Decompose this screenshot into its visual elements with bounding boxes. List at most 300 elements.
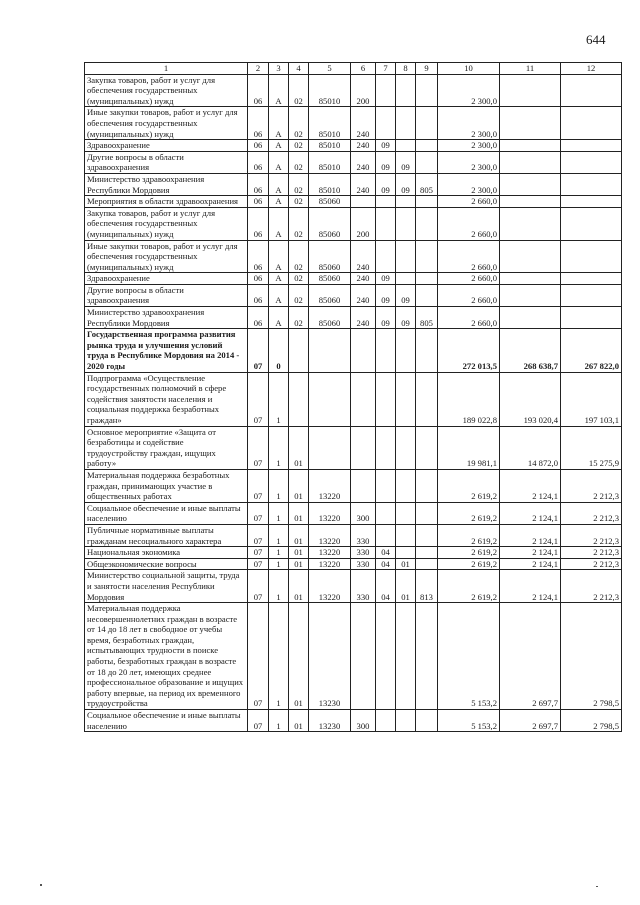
col-10-amount: 2 619,2 <box>438 469 500 502</box>
table-row <box>85 207 622 240</box>
col-8-cell: 09 <box>396 173 416 195</box>
col-10-amount: 2 660,0 <box>438 284 500 306</box>
col-3-cell: 0 <box>269 329 289 372</box>
col-7-cell <box>376 207 396 240</box>
col-11-amount <box>500 273 561 285</box>
row-name: Иные закупки товаров, работ и услуг для обеспечения государственных (муниципальных) нужд <box>85 240 248 273</box>
col-6-cell <box>351 329 376 372</box>
col-5-cell: 13220 <box>309 570 351 603</box>
col-5-cell: 85010 <box>309 107 351 140</box>
col-10-amount: 2 619,2 <box>438 547 500 559</box>
col-11-amount: 14 872,0 <box>500 426 561 469</box>
col-2-cell: 06 <box>248 207 269 240</box>
col-4-cell: 02 <box>289 240 309 273</box>
col-7-cell <box>376 196 396 208</box>
column-header-4: 4 <box>289 63 309 75</box>
col-12-amount: 2 212,3 <box>561 469 622 502</box>
col-4-cell <box>289 329 309 372</box>
col-4-cell: 01 <box>289 524 309 546</box>
col-3-cell: 1 <box>269 372 289 426</box>
col-9-cell <box>416 140 438 152</box>
col-4-cell: 01 <box>289 502 309 524</box>
col-11-amount <box>500 151 561 173</box>
col-5-cell <box>309 329 351 372</box>
col-9-cell <box>416 502 438 524</box>
table-row <box>85 372 622 426</box>
col-9-cell <box>416 329 438 372</box>
col-10-amount: 2 660,0 <box>438 240 500 273</box>
col-4-cell: 02 <box>289 140 309 152</box>
column-header-6: 6 <box>351 63 376 75</box>
col-7-cell: 09 <box>376 273 396 285</box>
col-12-amount <box>561 240 622 273</box>
col-9-cell <box>416 710 438 732</box>
col-9-cell <box>416 196 438 208</box>
col-9-cell <box>416 151 438 173</box>
col-10-amount: 2 660,0 <box>438 207 500 240</box>
col-9-cell <box>416 603 438 710</box>
col-10-amount: 5 153,2 <box>438 710 500 732</box>
col-3-cell: А <box>269 151 289 173</box>
col-7-cell: 09 <box>376 307 396 329</box>
column-header-2: 2 <box>248 63 269 75</box>
col-12-amount: 2 798,5 <box>561 603 622 710</box>
col-10-amount: 2 619,2 <box>438 502 500 524</box>
col-8-cell <box>396 329 416 372</box>
column-header-11: 11 <box>500 63 561 75</box>
col-6-cell: 240 <box>351 240 376 273</box>
col-9-cell: 805 <box>416 173 438 195</box>
col-3-cell: 1 <box>269 547 289 559</box>
col-11-amount <box>500 307 561 329</box>
table-row <box>85 502 622 524</box>
budget-table <box>84 62 622 732</box>
table-row <box>85 710 622 732</box>
col-8-cell: 09 <box>396 284 416 306</box>
col-10-amount: 2 300,0 <box>438 173 500 195</box>
col-9-cell <box>416 547 438 559</box>
col-7-cell: 09 <box>376 140 396 152</box>
column-header-7: 7 <box>376 63 396 75</box>
col-4-cell: 02 <box>289 273 309 285</box>
col-6-cell <box>351 196 376 208</box>
col-2-cell: 06 <box>248 307 269 329</box>
row-name: Социальное обеспечение и иные выплаты населению <box>85 710 248 732</box>
column-header-8: 8 <box>396 63 416 75</box>
col-12-amount <box>561 140 622 152</box>
col-3-cell: А <box>269 207 289 240</box>
col-6-cell: 240 <box>351 107 376 140</box>
col-12-amount <box>561 284 622 306</box>
row-name: Материальная поддержка безработных граждан, принимающих участие в общественных работах <box>85 469 248 502</box>
col-6-cell: 240 <box>351 284 376 306</box>
col-11-amount: 2 124,1 <box>500 547 561 559</box>
col-10-amount: 2 660,0 <box>438 307 500 329</box>
col-3-cell: А <box>269 140 289 152</box>
col-7-cell <box>376 426 396 469</box>
table-row <box>85 196 622 208</box>
col-4-cell: 02 <box>289 196 309 208</box>
col-4-cell: 01 <box>289 426 309 469</box>
table-row <box>85 547 622 559</box>
column-header-3: 3 <box>269 63 289 75</box>
col-6-cell: 300 <box>351 710 376 732</box>
table-row <box>85 284 622 306</box>
col-2-cell: 06 <box>248 284 269 306</box>
col-3-cell: 1 <box>269 524 289 546</box>
col-4-cell: 02 <box>289 173 309 195</box>
col-10-amount: 2 619,2 <box>438 570 500 603</box>
table-row <box>85 558 622 570</box>
row-name: Мероприятия в области здравоохранения <box>85 196 248 208</box>
table-row <box>85 603 622 710</box>
col-6-cell: 330 <box>351 547 376 559</box>
col-11-amount: 193 020,4 <box>500 372 561 426</box>
col-6-cell: 240 <box>351 140 376 152</box>
col-5-cell: 85060 <box>309 207 351 240</box>
col-8-cell <box>396 426 416 469</box>
row-name: Здравоохранение <box>85 140 248 152</box>
col-6-cell: 300 <box>351 502 376 524</box>
col-8-cell <box>396 74 416 107</box>
col-11-amount: 2 697,7 <box>500 710 561 732</box>
col-4-cell: 02 <box>289 151 309 173</box>
row-name: Министерство здравоохранения Республики Мордовия <box>85 307 248 329</box>
col-10-amount: 2 300,0 <box>438 151 500 173</box>
col-12-amount <box>561 74 622 107</box>
col-10-amount: 272 013,5 <box>438 329 500 372</box>
col-8-cell <box>396 469 416 502</box>
col-3-cell: 1 <box>269 710 289 732</box>
col-3-cell: А <box>269 74 289 107</box>
scan-speck <box>40 884 42 886</box>
row-name: Закупка товаров, работ и услуг для обеспечения государственных (муниципальных) нужд <box>85 74 248 107</box>
col-4-cell: 01 <box>289 603 309 710</box>
table-row <box>85 273 622 285</box>
col-7-cell <box>376 107 396 140</box>
table-row <box>85 240 622 273</box>
col-9-cell: 813 <box>416 570 438 603</box>
col-4-cell: 02 <box>289 307 309 329</box>
table-row <box>85 74 622 107</box>
col-9-cell <box>416 524 438 546</box>
col-4-cell: 02 <box>289 207 309 240</box>
col-4-cell: 02 <box>289 107 309 140</box>
col-2-cell: 06 <box>248 273 269 285</box>
col-9-cell <box>416 74 438 107</box>
col-11-amount <box>500 207 561 240</box>
col-3-cell: А <box>269 240 289 273</box>
col-6-cell <box>351 469 376 502</box>
column-header-1: 1 <box>85 63 248 75</box>
col-11-amount <box>500 240 561 273</box>
col-5-cell: 13220 <box>309 469 351 502</box>
col-11-amount <box>500 140 561 152</box>
col-2-cell: 06 <box>248 196 269 208</box>
col-5-cell: 13220 <box>309 502 351 524</box>
col-2-cell: 06 <box>248 107 269 140</box>
col-8-cell: 01 <box>396 558 416 570</box>
col-7-cell <box>376 372 396 426</box>
col-3-cell: 1 <box>269 570 289 603</box>
row-name: Министерство здравоохранения Республики Мордовия <box>85 173 248 195</box>
page-number: 644 <box>586 32 606 47</box>
col-2-cell: 07 <box>248 469 269 502</box>
col-9-cell <box>416 273 438 285</box>
table-row <box>85 140 622 152</box>
col-12-amount <box>561 207 622 240</box>
col-12-amount: 2 212,3 <box>561 547 622 559</box>
col-5-cell: 13230 <box>309 710 351 732</box>
table-row <box>85 107 622 140</box>
col-3-cell: 1 <box>269 558 289 570</box>
col-12-amount <box>561 307 622 329</box>
col-12-amount <box>561 173 622 195</box>
col-11-amount: 2 124,1 <box>500 502 561 524</box>
col-5-cell: 85060 <box>309 240 351 273</box>
col-9-cell <box>416 240 438 273</box>
row-name: Закупка товаров, работ и услуг для обеспечения государственных (муниципальных) нужд <box>85 207 248 240</box>
col-11-amount: 2 124,1 <box>500 558 561 570</box>
col-5-cell: 85010 <box>309 74 351 107</box>
col-7-cell: 04 <box>376 547 396 559</box>
col-8-cell <box>396 502 416 524</box>
col-6-cell <box>351 603 376 710</box>
col-3-cell: А <box>269 307 289 329</box>
col-10-amount: 19 981,1 <box>438 426 500 469</box>
col-11-amount <box>500 196 561 208</box>
col-11-amount <box>500 284 561 306</box>
col-2-cell: 07 <box>248 547 269 559</box>
table-row <box>85 570 622 603</box>
col-11-amount: 2 124,1 <box>500 469 561 502</box>
column-header-12: 12 <box>561 63 622 75</box>
row-name: Государственная программа развития рынка труда и улучшения условий труда в Республике Мордовия на 2014 - 2020 годы <box>85 329 248 372</box>
col-2-cell: 07 <box>248 603 269 710</box>
col-8-cell: 01 <box>396 570 416 603</box>
col-7-cell: 09 <box>376 284 396 306</box>
col-12-amount: 2 212,3 <box>561 558 622 570</box>
table-row <box>85 307 622 329</box>
table-row <box>85 151 622 173</box>
col-7-cell: 09 <box>376 151 396 173</box>
col-9-cell <box>416 558 438 570</box>
col-3-cell: А <box>269 273 289 285</box>
col-4-cell: 01 <box>289 570 309 603</box>
row-name: Материальная поддержка несовершеннолетних граждан в возрасте от 14 до 18 лет в свободное от учебы время, безработных граждан, испытывающих трудности в поиске работы, безработных граждан в возрасте от 18 до 20 лет, имеющих среднее профессиональное образование и ищущих работу впервые, на период их временного трудоустройства <box>85 603 248 710</box>
col-6-cell: 240 <box>351 273 376 285</box>
row-name: Министерство социальной защиты, труда и занятости населения Республики Мордовия <box>85 570 248 603</box>
col-7-cell <box>376 524 396 546</box>
row-name: Основное мероприятие «Защита от безработицы и содействие трудоустройству граждан, ищущих работу» <box>85 426 248 469</box>
col-3-cell: 1 <box>269 603 289 710</box>
row-name: Социальное обеспечение и иные выплаты населению <box>85 502 248 524</box>
col-2-cell: 07 <box>248 524 269 546</box>
col-5-cell: 13230 <box>309 603 351 710</box>
col-2-cell: 06 <box>248 240 269 273</box>
col-8-cell <box>396 372 416 426</box>
col-8-cell <box>396 710 416 732</box>
col-12-amount <box>561 196 622 208</box>
col-10-amount: 2 619,2 <box>438 524 500 546</box>
row-name: Другие вопросы в области здравоохранения <box>85 151 248 173</box>
col-4-cell: 01 <box>289 547 309 559</box>
col-2-cell: 07 <box>248 502 269 524</box>
col-5-cell <box>309 426 351 469</box>
column-header-9: 9 <box>416 63 438 75</box>
col-6-cell: 200 <box>351 207 376 240</box>
col-8-cell: 09 <box>396 151 416 173</box>
scan-speck <box>596 886 598 887</box>
col-11-amount <box>500 74 561 107</box>
col-3-cell: А <box>269 196 289 208</box>
col-5-cell: 85060 <box>309 196 351 208</box>
col-11-amount: 268 638,7 <box>500 329 561 372</box>
col-10-amount: 2 300,0 <box>438 74 500 107</box>
col-3-cell: 1 <box>269 469 289 502</box>
col-2-cell: 07 <box>248 372 269 426</box>
col-5-cell: 85010 <box>309 173 351 195</box>
col-3-cell: А <box>269 107 289 140</box>
col-6-cell: 240 <box>351 307 376 329</box>
column-header-10: 10 <box>438 63 500 75</box>
row-name: Национальная экономика <box>85 547 248 559</box>
row-name: Общеэкономические вопросы <box>85 558 248 570</box>
col-4-cell: 01 <box>289 469 309 502</box>
col-7-cell <box>376 710 396 732</box>
row-name: Здравоохранение <box>85 273 248 285</box>
col-10-amount: 2 660,0 <box>438 196 500 208</box>
col-4-cell: 02 <box>289 74 309 107</box>
col-2-cell: 07 <box>248 570 269 603</box>
row-name: Другие вопросы в области здравоохранения <box>85 284 248 306</box>
col-10-amount: 2 300,0 <box>438 107 500 140</box>
col-10-amount: 2 660,0 <box>438 273 500 285</box>
col-7-cell <box>376 469 396 502</box>
col-10-amount: 5 153,2 <box>438 603 500 710</box>
col-11-amount: 2 124,1 <box>500 570 561 603</box>
col-9-cell <box>416 372 438 426</box>
col-5-cell: 85060 <box>309 307 351 329</box>
col-8-cell <box>396 240 416 273</box>
col-8-cell <box>396 107 416 140</box>
col-6-cell <box>351 426 376 469</box>
col-12-amount: 197 103,1 <box>561 372 622 426</box>
col-8-cell <box>396 196 416 208</box>
col-7-cell <box>376 603 396 710</box>
col-6-cell: 330 <box>351 570 376 603</box>
table-row <box>85 469 622 502</box>
col-12-amount <box>561 107 622 140</box>
col-5-cell: 85010 <box>309 151 351 173</box>
table-row <box>85 173 622 195</box>
col-8-cell <box>396 524 416 546</box>
col-2-cell: 07 <box>248 426 269 469</box>
col-9-cell <box>416 426 438 469</box>
col-2-cell: 06 <box>248 74 269 107</box>
col-12-amount: 2 212,3 <box>561 502 622 524</box>
col-5-cell: 85060 <box>309 273 351 285</box>
table-row <box>85 329 622 372</box>
col-12-amount: 15 275,9 <box>561 426 622 469</box>
row-name: Иные закупки товаров, работ и услуг для обеспечения государственных (муниципальных) нужд <box>85 107 248 140</box>
col-12-amount: 2 212,3 <box>561 524 622 546</box>
col-10-amount: 2 300,0 <box>438 140 500 152</box>
col-4-cell: 02 <box>289 284 309 306</box>
column-header-5: 5 <box>309 63 351 75</box>
col-8-cell <box>396 140 416 152</box>
col-4-cell: 01 <box>289 710 309 732</box>
col-2-cell: 06 <box>248 151 269 173</box>
col-11-amount <box>500 173 561 195</box>
col-6-cell: 330 <box>351 558 376 570</box>
col-12-amount: 2 212,3 <box>561 570 622 603</box>
col-10-amount: 189 022,8 <box>438 372 500 426</box>
col-12-amount: 2 798,5 <box>561 710 622 732</box>
table-row <box>85 426 622 469</box>
col-8-cell <box>396 547 416 559</box>
col-5-cell: 13220 <box>309 524 351 546</box>
col-10-amount: 2 619,2 <box>438 558 500 570</box>
col-3-cell: А <box>269 284 289 306</box>
col-8-cell <box>396 273 416 285</box>
col-9-cell <box>416 107 438 140</box>
col-8-cell: 09 <box>396 307 416 329</box>
col-7-cell <box>376 502 396 524</box>
col-3-cell: 1 <box>269 426 289 469</box>
col-9-cell <box>416 207 438 240</box>
col-5-cell: 13220 <box>309 558 351 570</box>
col-5-cell: 85060 <box>309 284 351 306</box>
col-5-cell <box>309 372 351 426</box>
table-header-row <box>85 63 622 75</box>
col-9-cell <box>416 469 438 502</box>
col-12-amount <box>561 273 622 285</box>
col-11-amount: 2 124,1 <box>500 524 561 546</box>
col-7-cell <box>376 74 396 107</box>
col-11-amount: 2 697,7 <box>500 603 561 710</box>
col-2-cell: 07 <box>248 558 269 570</box>
col-6-cell: 240 <box>351 151 376 173</box>
table-row <box>85 524 622 546</box>
col-6-cell <box>351 372 376 426</box>
col-2-cell: 07 <box>248 710 269 732</box>
col-7-cell: 04 <box>376 558 396 570</box>
col-6-cell: 200 <box>351 74 376 107</box>
col-2-cell: 06 <box>248 140 269 152</box>
col-12-amount <box>561 151 622 173</box>
col-7-cell <box>376 240 396 273</box>
col-9-cell <box>416 284 438 306</box>
col-8-cell <box>396 207 416 240</box>
col-6-cell: 240 <box>351 173 376 195</box>
col-7-cell <box>376 329 396 372</box>
col-8-cell <box>396 603 416 710</box>
col-2-cell: 06 <box>248 173 269 195</box>
col-2-cell: 07 <box>248 329 269 372</box>
col-4-cell: 01 <box>289 558 309 570</box>
col-4-cell <box>289 372 309 426</box>
col-3-cell: А <box>269 173 289 195</box>
col-6-cell: 330 <box>351 524 376 546</box>
col-3-cell: 1 <box>269 502 289 524</box>
col-11-amount <box>500 107 561 140</box>
col-7-cell: 09 <box>376 173 396 195</box>
row-name: Публичные нормативные выплаты гражданам несоциального характера <box>85 524 248 546</box>
col-7-cell: 04 <box>376 570 396 603</box>
col-5-cell: 13220 <box>309 547 351 559</box>
col-5-cell: 85010 <box>309 140 351 152</box>
